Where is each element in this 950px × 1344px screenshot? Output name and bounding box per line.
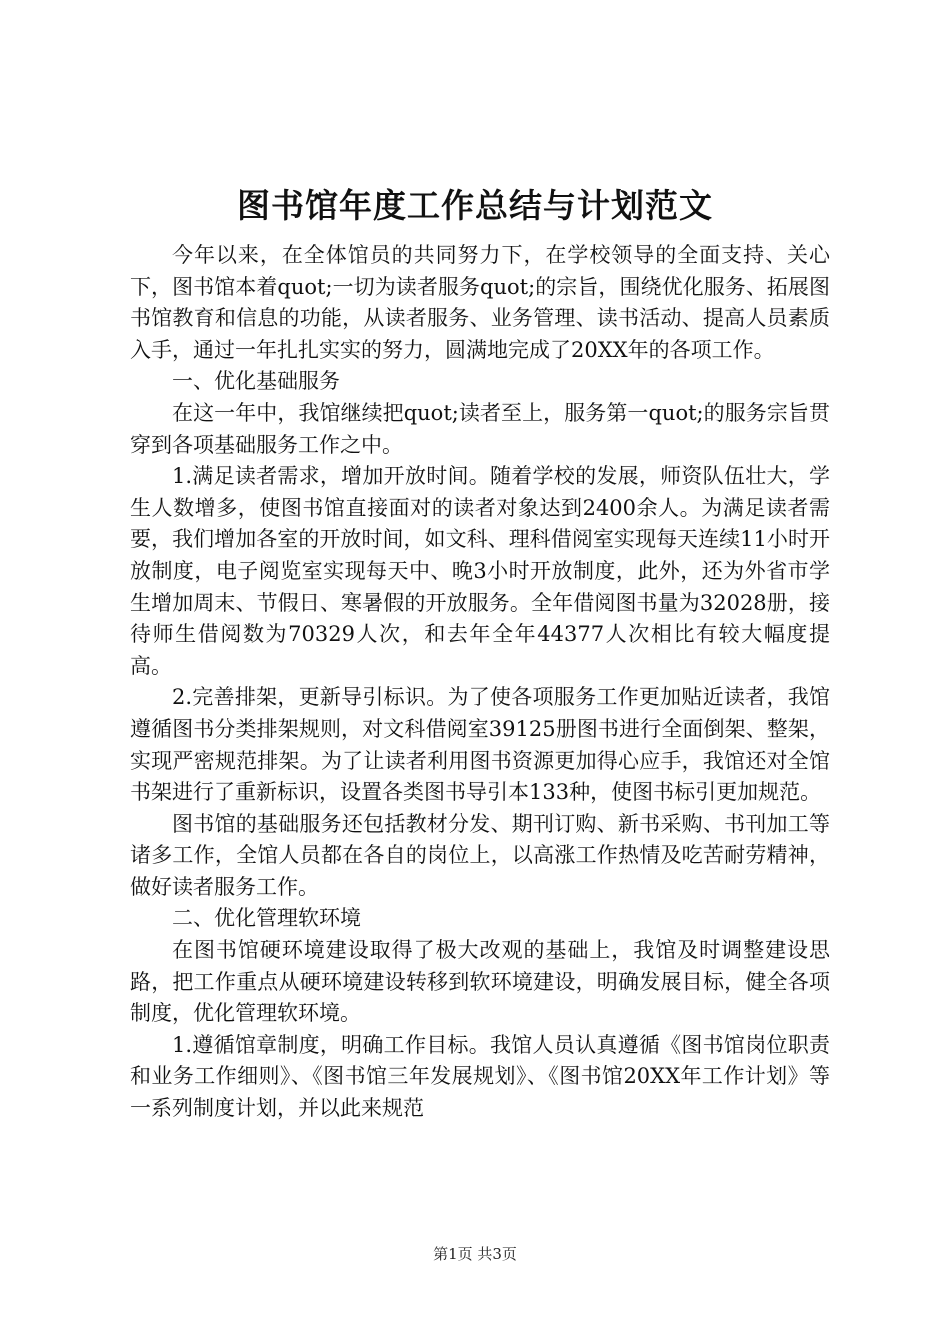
paragraph-item-1-1: 1.满足读者需求，增加开放时间。随着学校的发展，师资队伍壮大，学生人数增多，使图书馆直接面对的读者对象达到2400余人。为满足读者需要，我们增加各室的开放时间，如文科、理科借阅室实现每天连续11小时开放制度，电子阅览室实现每天中、晚3小时开放制度，此外，还为外省市学生增加周末、节假日、寒暑假的开放服务。全年借阅图书量为32028册，接待师生借阅数为70329人次，和去年全年44377人次相比有较大幅度提高。 (130, 464, 830, 678)
document-title: 图书馆年度工作总结与计划范文 (237, 186, 713, 225)
paragraph-item-1-2: 2.完善排架，更新导引标识。为了使各项服务工作更加贴近读者，我馆遵循图书分类排架规则，对文科借阅室39125册图书进行全面倒架、整架，实现严密规范排架。为了让读者利用图书资源更加得心应手，我馆还对全馆书架进行了重新标识，设置各类图书导引本133种，使图书标引更加规范。 (130, 685, 830, 805)
document-body (130, 240, 830, 1125)
page-footer: 第1页 共3页 (433, 1245, 517, 1263)
paragraph-intro: 今年以来，在全体馆员的共同努力下，在学校领导的全面支持、关心下，图书馆本着quot;一切为读者服务quot;的宗旨，围绕优化服务、拓展图书馆教育和信息的功能，从读者服务、业务管理、读书活动、提高人员素质入手，通过一年扎扎实实的努力，圆满地完成了20XX年的各项工作。 (130, 243, 830, 362)
paragraph-item-2-1: 1.遵循馆章制度，明确工作目标。我馆人员认真遵循《图书馆岗位职责和业务工作细则》、《图书馆三年发展规划》、《图书馆20XX年工作计划》等一系列制度计划，并以此来规范 (130, 1032, 830, 1121)
paragraph-section2-intro: 在图书馆硬环境建设取得了极大改观的基础上，我馆及时调整建设思路，把工作重点从硬环境建设转移到软环境建设，明确发展目标，健全各项制度，优化管理软环境。 (130, 938, 830, 1026)
section-heading-1: 一、优化基础服务 (172, 369, 340, 394)
section-heading-2: 二、优化管理软环境 (172, 906, 361, 931)
paragraph-section1-summary: 图书馆的基础服务还包括教材分发、期刊订购、新书采购、书刊加工等诸多工作，全馆人员都在各自的岗位上，以高涨工作热情及吃苦耐劳精神，做好读者服务工作。 (130, 811, 830, 899)
paragraph-section1-intro: 在这一年中，我馆继续把quot;读者至上，服务第一quot;的服务宗旨贯穿到各项基础服务工作之中。 (130, 400, 830, 457)
